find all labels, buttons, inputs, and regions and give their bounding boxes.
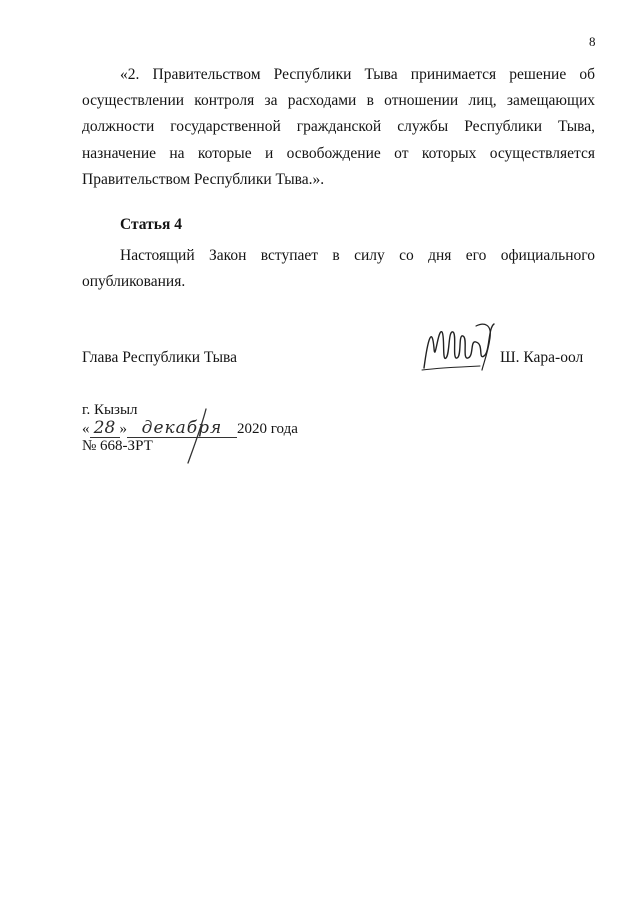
paragraph-line: должности государственной гражданской службы Республики Тыва, (82, 118, 595, 136)
signer-name: Ш. Кара-оол (500, 349, 584, 366)
city: г. Кызыл (82, 402, 138, 418)
amendment-paragraph (82, 62, 595, 193)
date-year: 2020 года (237, 421, 298, 437)
document-number: № 668-ЗРТ (82, 438, 153, 454)
paragraph-line: «2. Правительством Республики Тыва принимается решение об (120, 66, 595, 83)
signer-title: Глава Республики Тыва (82, 349, 238, 366)
paragraph-line: назначение на которые и освобождение от которых осуществляется (82, 144, 595, 162)
handwriting-stroke (176, 407, 216, 465)
article-paragraph (82, 243, 595, 295)
paragraph-line: Правительством Республики Тыва.». (82, 170, 325, 188)
signature-image (418, 318, 498, 378)
paragraph-line: Настоящий Закон вступает в силу со дня его официального (120, 247, 595, 264)
paragraph-line: осуществлении контроля за расходами в отношении лиц, замещающих (82, 92, 595, 110)
date-day: 28 (90, 419, 120, 438)
date-open-quote: « (82, 421, 90, 437)
article-heading: Статья 4 (120, 216, 182, 233)
paragraph-line: опубликования. (82, 273, 186, 291)
date-month: декабря (127, 419, 237, 438)
page-number: 8 (589, 34, 596, 49)
date-close-quote: » (119, 421, 127, 437)
